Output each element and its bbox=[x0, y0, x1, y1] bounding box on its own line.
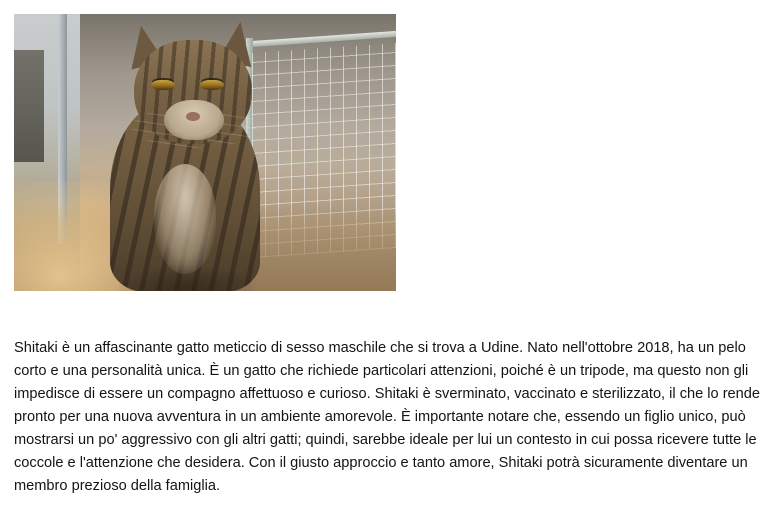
cat-left-eye bbox=[151, 80, 175, 90]
photo-dark-opening bbox=[14, 50, 44, 162]
cat-right-eye bbox=[200, 80, 224, 90]
cat-shadow bbox=[118, 265, 258, 291]
cat-nose bbox=[186, 112, 200, 121]
article-body-text: Shitaki è un affascinante gatto meticcio di sesso maschile che si trova a Udine. Nato nell'ottobre 2018, ha un pelo corto e una personalità unica. È un gatto che richiede particolari attenzioni, poiché è un tripode, ma questo non gli impedisce di essere un compagno affettuoso e curioso. Shitaki è sverminato, vaccinato e sterilizzato, il che lo rende pronto per una nuova avventura in un ambiente amorevole. È importante notare che, essendo un figlio unico, può mostrarsi un po' aggressivo con gli altri gatti; quindi, sarebbe ideale per lui un contesto in cui possa ricevere tutte le coccole e l'attenzione che desidera. Con il giusto approccio e tanto amore, Shitaki potrà sicuramente diventare un membro prezioso della famiglia. bbox=[14, 339, 761, 494]
photo-background bbox=[14, 14, 396, 291]
cat-chest bbox=[154, 164, 216, 274]
cat-photo bbox=[14, 14, 396, 291]
